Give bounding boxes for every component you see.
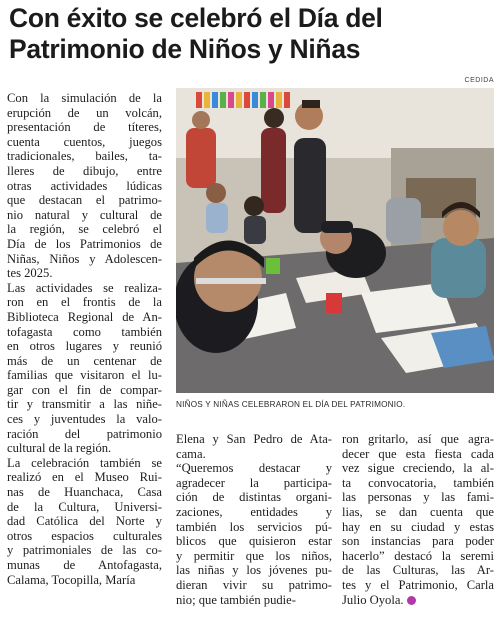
article-text-line: nio; que también pudie- [176, 592, 296, 607]
article-text-line: cama. [176, 446, 206, 461]
article-text-line: las niñas y los jóvenes pu- [176, 563, 332, 578]
article-text-line: Calama, Tocopilla, María [7, 572, 136, 587]
article-text-line: blicos que quisieron estar [176, 534, 332, 549]
article-text-line: otros espacios culturales [7, 528, 162, 543]
headline-line-2: Patrimonio de Niños y Niñas [9, 34, 361, 64]
article-text-line: realizó en el Museo Rui- [7, 470, 162, 485]
article-text-line: ron gritarlo, así que agra- [342, 432, 494, 446]
article-text-line: son instancias para poder [342, 534, 494, 549]
article-text-line: decer que esta fiesta cada [342, 446, 494, 461]
article-text-line: tes y el Patrimonio, Carla [342, 577, 494, 592]
article-text-line: nio natural y cultural de [7, 207, 162, 222]
article-text-line: Con la simulación de la [7, 91, 162, 105]
article-text-line: lias, se dan cuenta que [342, 504, 494, 519]
article-text-line: ta convocatoria, también [342, 475, 494, 490]
article-text-line: cultural de la región. [7, 441, 112, 456]
article-text-line: vez sigue creciendo, la al- [342, 461, 494, 476]
photo-credit: CEDIDA [464, 77, 494, 84]
article-text-line: presentación de títeres, [7, 120, 162, 135]
article-column-1 [7, 91, 162, 587]
article-text-line: que destacan el patrimo- [7, 193, 162, 208]
article-text-line: y patrimoniales de las co- [7, 543, 162, 558]
article-text-line: tradicionales, bailes, ta- [7, 149, 162, 164]
article-text-line: ción de distintas organi- [176, 490, 332, 505]
article-text-line: Elena y San Pedro de Ata- [176, 432, 332, 446]
article-text-line: erupción de un volcán, [7, 105, 162, 120]
article-text-line: gar con el fin de compar- [7, 382, 162, 397]
article-text-line: y permitir que los niños, [176, 548, 332, 563]
article-headline [9, 3, 499, 65]
article-text-line: agradecer la participa- [176, 475, 332, 490]
article-text-line: también los servicios pú- [176, 519, 332, 534]
article-photo [176, 88, 494, 393]
article-text-line: hacerlo” destacó la seremi [342, 548, 494, 563]
article-text-line: munas de Antofagasta, [7, 558, 162, 572]
end-of-article-icon [407, 596, 416, 605]
article-text-line: las personas y las fami- [342, 490, 494, 505]
article-text-line: dad Católica del Norte y [7, 514, 162, 529]
article-text-line: ces y juventudes la valo- [7, 412, 162, 427]
article-text-line: La celebración también se [7, 455, 162, 470]
article-text-line: Julio Oyola. [342, 593, 494, 608]
article-text-line: hay en su ciudad y estas [342, 519, 494, 534]
article-text-line: Las actividades se realiza- [7, 280, 162, 295]
article-text-line: Día de los Patrimonios de [7, 236, 162, 251]
article-text-line: otras actividades lúdicas [7, 178, 162, 193]
article-column-3 [342, 432, 494, 607]
article-text-line: Biblioteca Regional de An- [7, 309, 162, 324]
article-text-line: de las Culturas, las Ar- [342, 563, 494, 578]
article-text-line: “Queremos destacar y [176, 461, 332, 476]
article-text-line: ron en el frontis de la [7, 295, 162, 310]
headline-line-1: Con éxito se celebró el Día del [9, 3, 383, 33]
article-text-line: de la Cultura, Universi- [7, 499, 162, 514]
article-text-line: tes 2025. [7, 266, 53, 281]
article-text-line: ración del patrimonio [7, 426, 162, 441]
article-text-line: en otros lugares y reunió [7, 339, 162, 354]
photo-illustration [176, 88, 494, 393]
article-text-line: tir y transmitir a las niñe- [7, 397, 162, 412]
article-text-line: más de un centenar de [7, 353, 162, 368]
photo-caption: NIÑOS Y NIÑAS CELEBRARON EL DÍA DEL PATRIMONIO. [176, 400, 406, 409]
article-text-line: lleres de dibujo, entre [7, 163, 162, 178]
article-text-line: zaciones, entidades y [176, 504, 332, 519]
article-text-line: nas de Huanchaca, Casa [7, 485, 162, 500]
article-text-line: dieran vivir su patrimo- [176, 577, 332, 592]
article-text-line: Niñas, Niños y Adolescen- [7, 251, 162, 266]
article-text-line: cuenta cuentos, juegos [7, 134, 162, 149]
article-column-2 [176, 432, 332, 607]
article-text-line: tofagasta como también [7, 324, 162, 339]
article-text-line: la región, se celebró el [7, 222, 162, 237]
article-text-line: familias que visitaron el lu- [7, 368, 162, 383]
